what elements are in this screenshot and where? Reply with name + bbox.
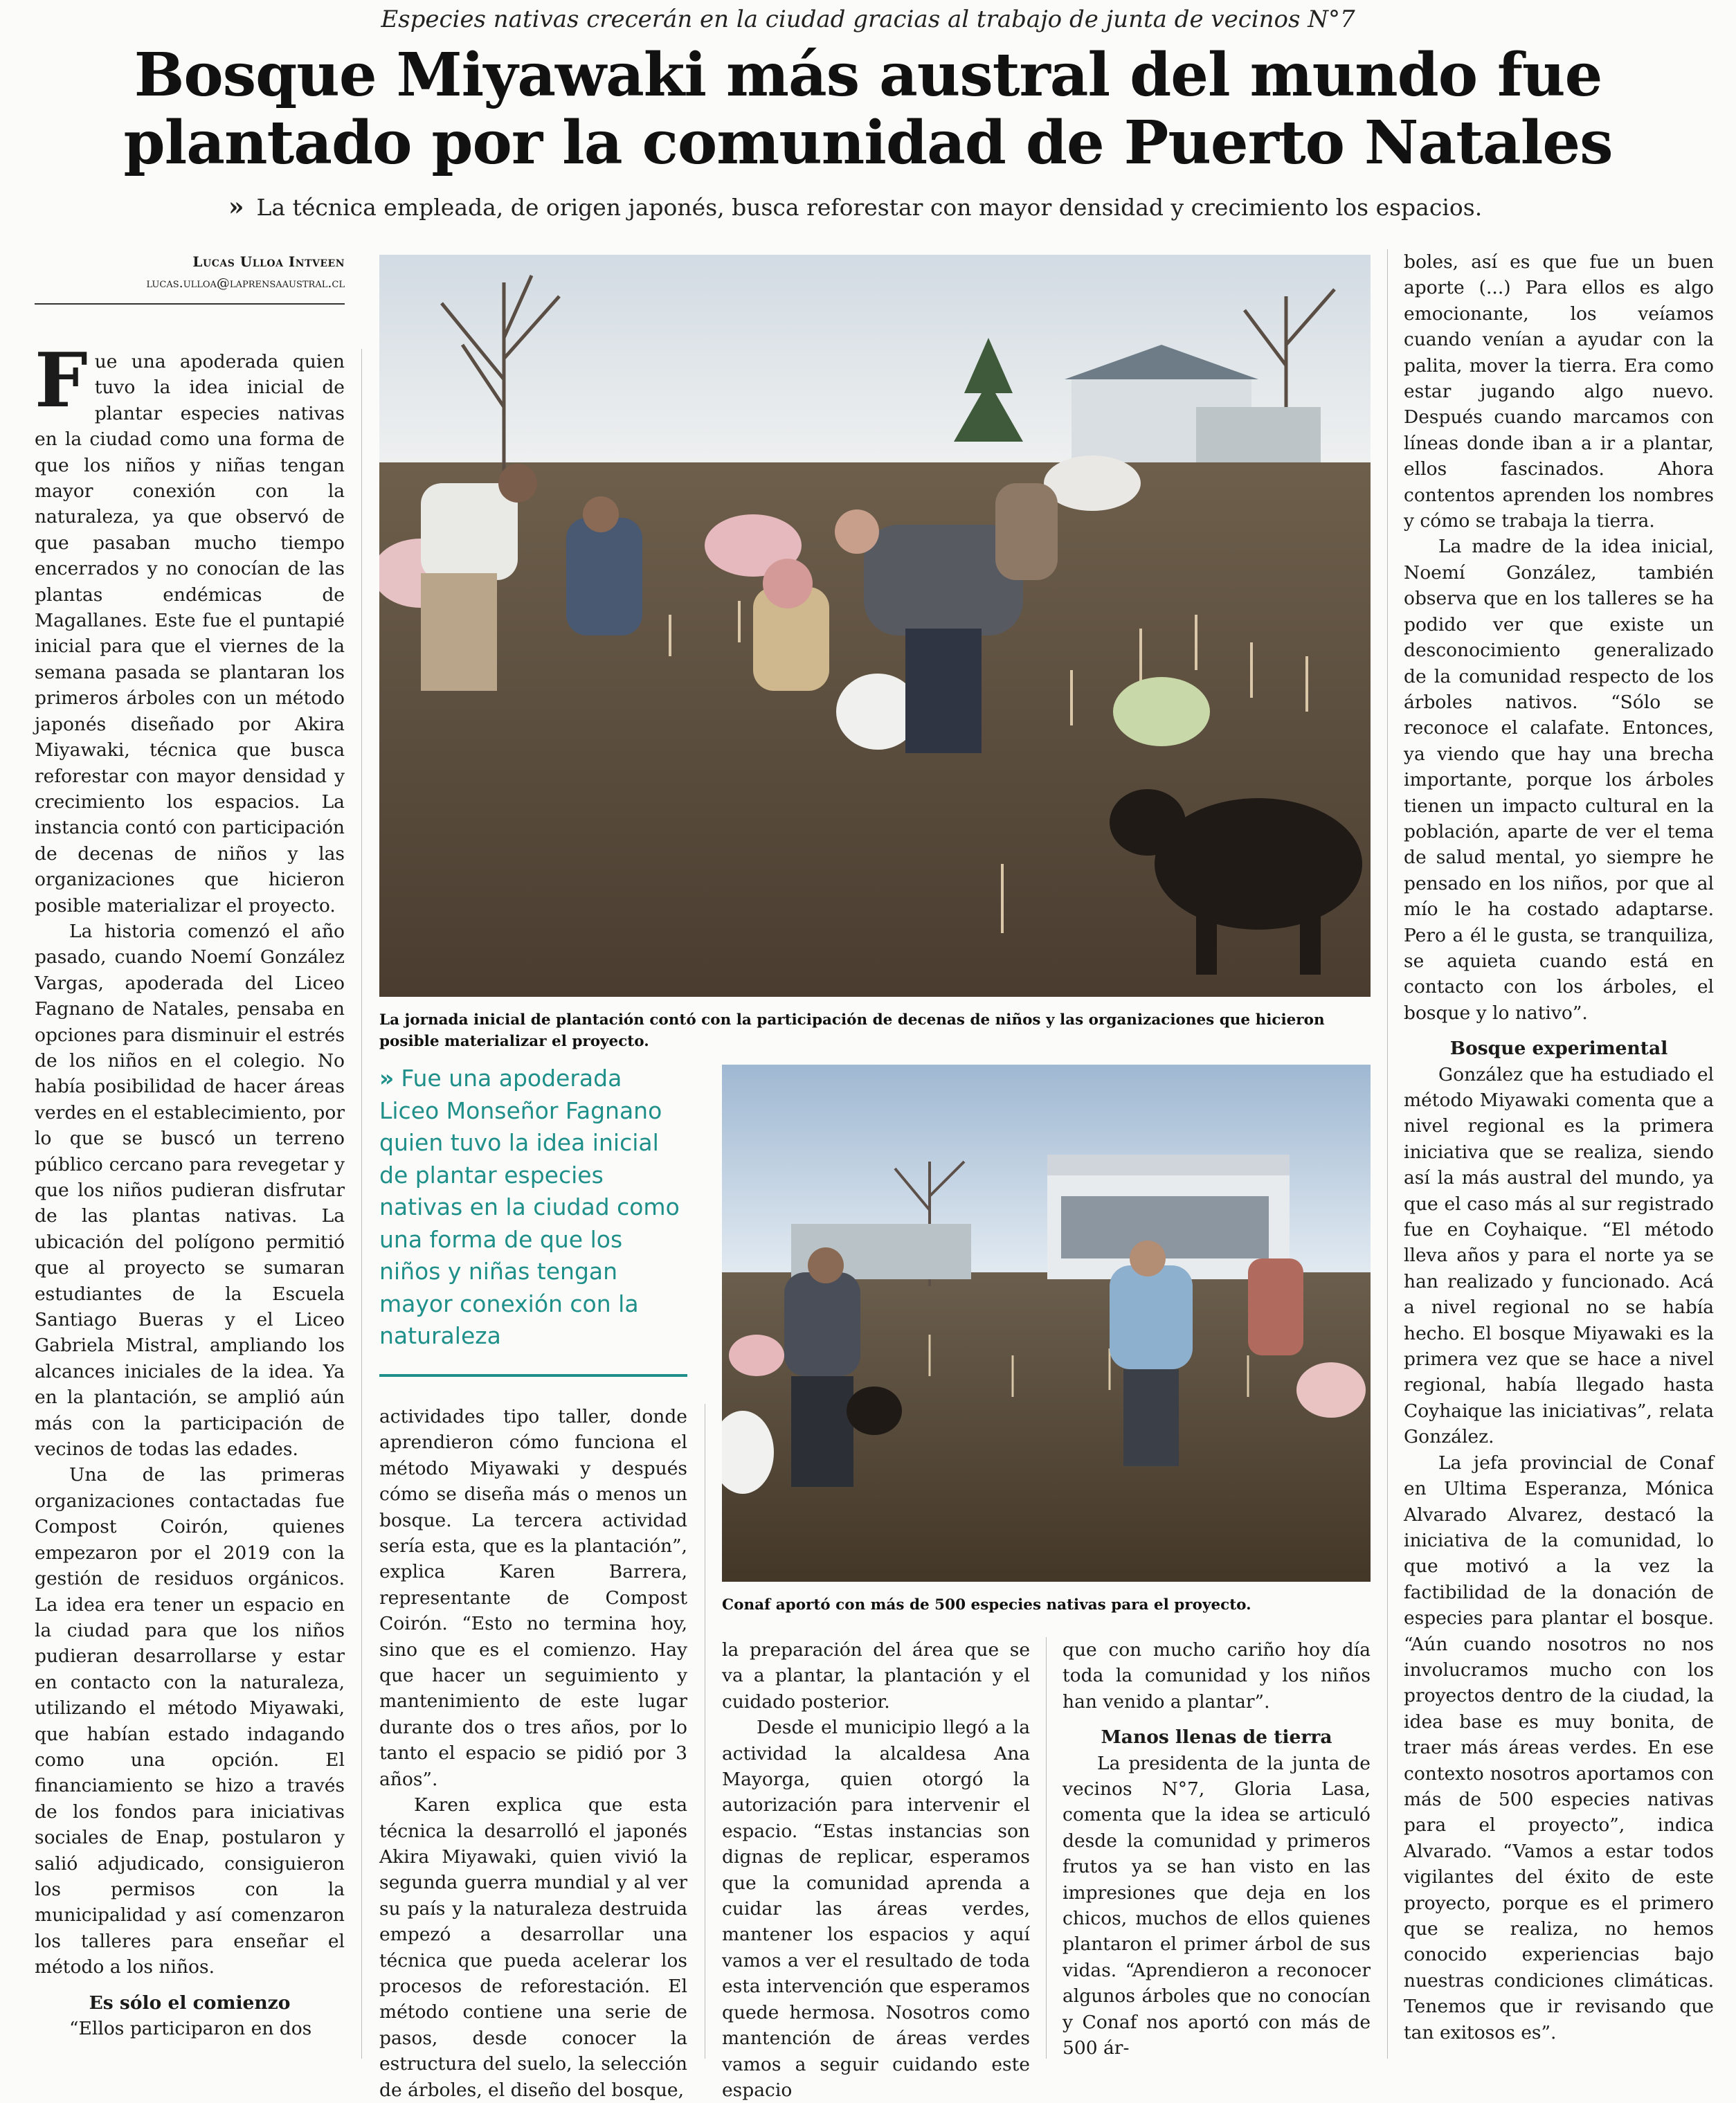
headline-line-1: Bosque Miyawaki más austral del mundo fue xyxy=(134,40,1602,110)
photo-caption-1: La jornada inicial de plantación contó con la participación de decenas de niños y las organizaciones que hicieron posible materializar el proyecto. xyxy=(379,1011,1325,1050)
headline-line-2: plantado por la comunidad de Puerto Natales xyxy=(123,108,1613,178)
photo-planting-community xyxy=(379,255,1371,997)
kicker: Especies nativas crecerán en la ciudad gracias al trabajo de junta de vecinos N°7 xyxy=(381,6,1355,33)
column-divider xyxy=(1046,1637,1047,2059)
photo-caption-2: Conaf aportó con más de 500 especies nativas para el proyecto. xyxy=(722,1596,1251,1614)
paragraph: la preparación del área que se va a plantar, la plantación y el cuidado posterior. xyxy=(722,1639,1030,1713)
paragraph: que con mucho cariño hoy día toda la comunidad y los niños han venido a plantar”. xyxy=(1063,1639,1371,1713)
author-email: lucas.ulloa@laprensaaustral.cl xyxy=(146,276,345,291)
paragraph: Una de las primeras organizaciones contactadas fue Compost Coirón, quienes empezaron por el 2019 con la gestión de residuos orgánicos. La idea era tener un espacio en la ciudad para que los niños pudieran desarrollarse y estar en contacto con la naturaleza, utilizando el método Miyawaki, que habían estado indagando como una opción. El financiamiento se hizo a través de los fondos para iniciativas sociales de Enap, postularon y salió adjudicado, consiguieron los permisos con la municipalidad y así comenzaron los talleres para enseñar el método a los niños. xyxy=(35,1464,345,1978)
paragraph: Karen explica que esta técnica la desarrolló el japonés Akira Miyawaki, quien vivió la segunda guerra mundial y al ver su país y la naturaleza destruida empezó a desarrollar una técnica que pueda acelerar los procesos de reforestación. El método contiene una serie de pasos, desde conocer la estructura del suelo, la selección de árboles, el diseño del bosque, xyxy=(379,1794,687,2101)
drop-cap: F xyxy=(35,337,88,424)
column-divider xyxy=(1387,249,1388,2059)
paragraph: boles, así es que fue un buen aporte (...) Para ellos es algo emocionante, los veíamos cuando venían a ayudar con la palita, mover la tierra. Era como estar jugando algo nuevo. Después cuando marcamos con líneas donde iban a ir a plantar, ellos fascinados. Ahora contentos aprenden los nombres y cómo se trabaja la tierra. xyxy=(1404,251,1714,532)
column-3 xyxy=(722,1637,1030,2103)
column-2 xyxy=(379,1404,687,2103)
chevron-right-icon: » xyxy=(228,192,244,222)
author-name: Lucas Ulloa Intveen xyxy=(192,253,345,270)
paragraph: actividades tipo taller, donde aprendieron cómo funciona el método Miyawaki y después cómo se diseña más o menos un bosque. La tercera actividad sería esta, que es la plantación”, explica Karen Barrera, representante de Compost Coirón. “Esto no termina hoy, sino que es el comienzo. Hay que hacer un seguimiento y mantenimiento de este lugar durante dos o tres años, por lo tanto el espacio se pidió por 3 años”. xyxy=(379,1406,687,1790)
paragraph: “Ellos participaron en dos xyxy=(69,2018,312,2039)
paragraph: Fue una apoderada quien tuvo la idea inicial de plantar especies nativas en la ciudad como una forma de que los niños y niñas tengan mayor conexión con la naturaleza, ya que observó de que pasaban mucho tiempo encerrados y no conocían de las plantas endémicas de Magallanes. Este fue el puntapié inicial para que el viernes de la semana pasada se plantaran los primeros árboles con un método japonés diseñado por Akira Miyawaki, técnica que busca reforestar con mayor densidad y crecimiento los espacios. La instancia contó con participación de decenas de niños y las organizaciones que hicieron posible materializar el proyecto. xyxy=(35,337,345,917)
subhead: Es sólo el comienzo xyxy=(89,1992,291,2014)
subhead: Manos llenas de tierra xyxy=(1101,1726,1332,1749)
byline-rule xyxy=(35,303,345,305)
byline xyxy=(35,253,345,291)
pull-quote xyxy=(379,1063,687,1353)
paragraph: La madre de la idea inicial, Noemí González, también observa que en los talleres se ha podido ver que existe un desconocimiento generalizado de la comunidad respecto de los árboles nativos. “Sólo se reconoce el calafate. Entonces, ya viendo que hay una brecha importante, porque los árboles tienen un impacto cultural en la población, aparte de ver el tema de salud mental, yo siempre he pensado en los niños, por que al mío le ha costado adaptarse. Pero a él le gusta, se tranquiliza, se aquieta cuando está en contacto con los árboles, el bosque y lo nativo”. xyxy=(1404,536,1714,1024)
paragraph: La jefa provincial de Conaf en Ultima Esperanza, Mónica Alvarado Alvarez, destacó la iniciativa de la comunidad, lo que motivó a la vez la factibilidad de la donación de especies para plantar el bosque. “Aún cuando nosotros no nos involucramos mucho con los proyectos dentro de la ciudad, la idea base es muy bonita, de traer más áreas verdes. En ese contexto nosotros aportamos con más de 500 especies nativas para el proyecto”, indica Alvarado. “Vamos a estar todos vigilantes del éxito de este proyecto, porque es el primero que se realiza, no hemos conocido experiencias bajo nuestras condiciones climáticas. Tenemos que ir revisando que tan exitosos es”. xyxy=(1404,1452,1714,2043)
deck xyxy=(228,192,1544,222)
chevron-right-icon: » xyxy=(379,1065,395,1092)
subhead: Bosque experimental xyxy=(1449,1038,1668,1060)
headline xyxy=(0,42,1736,177)
paragraph: Desde el municipio llegó a la actividad la alcaldesa Ana Mayorga, quien otorgó la autorización para intervenir el espacio. “Estas instancias son dignas de replicar, esperamos que la comunidad aprenda a cuidar las áreas verdes, mantener los espacios y aquí vamos a ver el resultado de toda esta intervención que esperamos quede hermosa. Nosotros como mantención de áreas verdes vamos a seguir cuidando este espacio xyxy=(722,1717,1030,2101)
paragraph: González que ha estudiado el método Miyawaki comenta que a nivel regional es la primera iniciativa que se realiza, siendo así la más austral del mundo, ya que el caso más al sur registrado fue en Coyhaique. “El método lleva años y para el norte ya se han realizado y funcionado. Acá a nivel regional no se había hecho. El bosque Miyawaki es la primera vez que se hace a nivel regional, había llegado hasta Coyhaique las iniciativas”, relata González. xyxy=(1404,1063,1714,1448)
photo-conaf-species xyxy=(722,1065,1371,1582)
deck-text: La técnica empleada, de origen japonés, busca reforestar con mayor densidad y crecimiento los espacios. xyxy=(256,193,1483,221)
pull-quote-text: Fue una apoderada Liceo Monseñor Fagnano quien tuvo la idea inicial de plantar especies nativas en la ciudad como una forma de que los niños y niñas tengan mayor conexión con la naturaleza xyxy=(379,1065,680,1349)
column-5 xyxy=(1404,249,1714,2046)
paragraph: La presidenta de la junta de vecinos N°7, Gloria Lasa, comenta que la idea se articuló desde la comunidad y primeros frutos ya se han visto en las impresiones que deja en los chicos, muchos de ellos quienes plantaron el primer árbol de sus vidas. “Aprendieron a reconocer algunos árboles que no conocían y Conaf nos aportó con más de 500 ár- xyxy=(1063,1752,1371,2059)
paragraph: La historia comenzó el año pasado, cuando Noemí González Vargas, apoderada del Liceo Fagnano de Natales, pensaba en opciones para disminuir el estrés de los niños en el colegio. No había posibilidad de hacer áreas verdes en el establecimiento, por lo que se buscó un terreno público cercano para revegetar y que los niños pudieran disfrutar de las plantas nativas. La ubicación del polígono permitió que al proyecto se sumaran estudiantes de la Escuela Santiago Bueras y el Liceo Gabriela Mistral, ampliando los alcances iniciales de la idea. Ya en la plantación, se amplió aún más con la participación de vecinos de todas las edades. xyxy=(35,920,345,1461)
column-divider xyxy=(361,349,362,2059)
column-4 xyxy=(1063,1637,1371,2061)
pull-quote-rule xyxy=(379,1374,687,1377)
column-1 xyxy=(35,337,345,2041)
